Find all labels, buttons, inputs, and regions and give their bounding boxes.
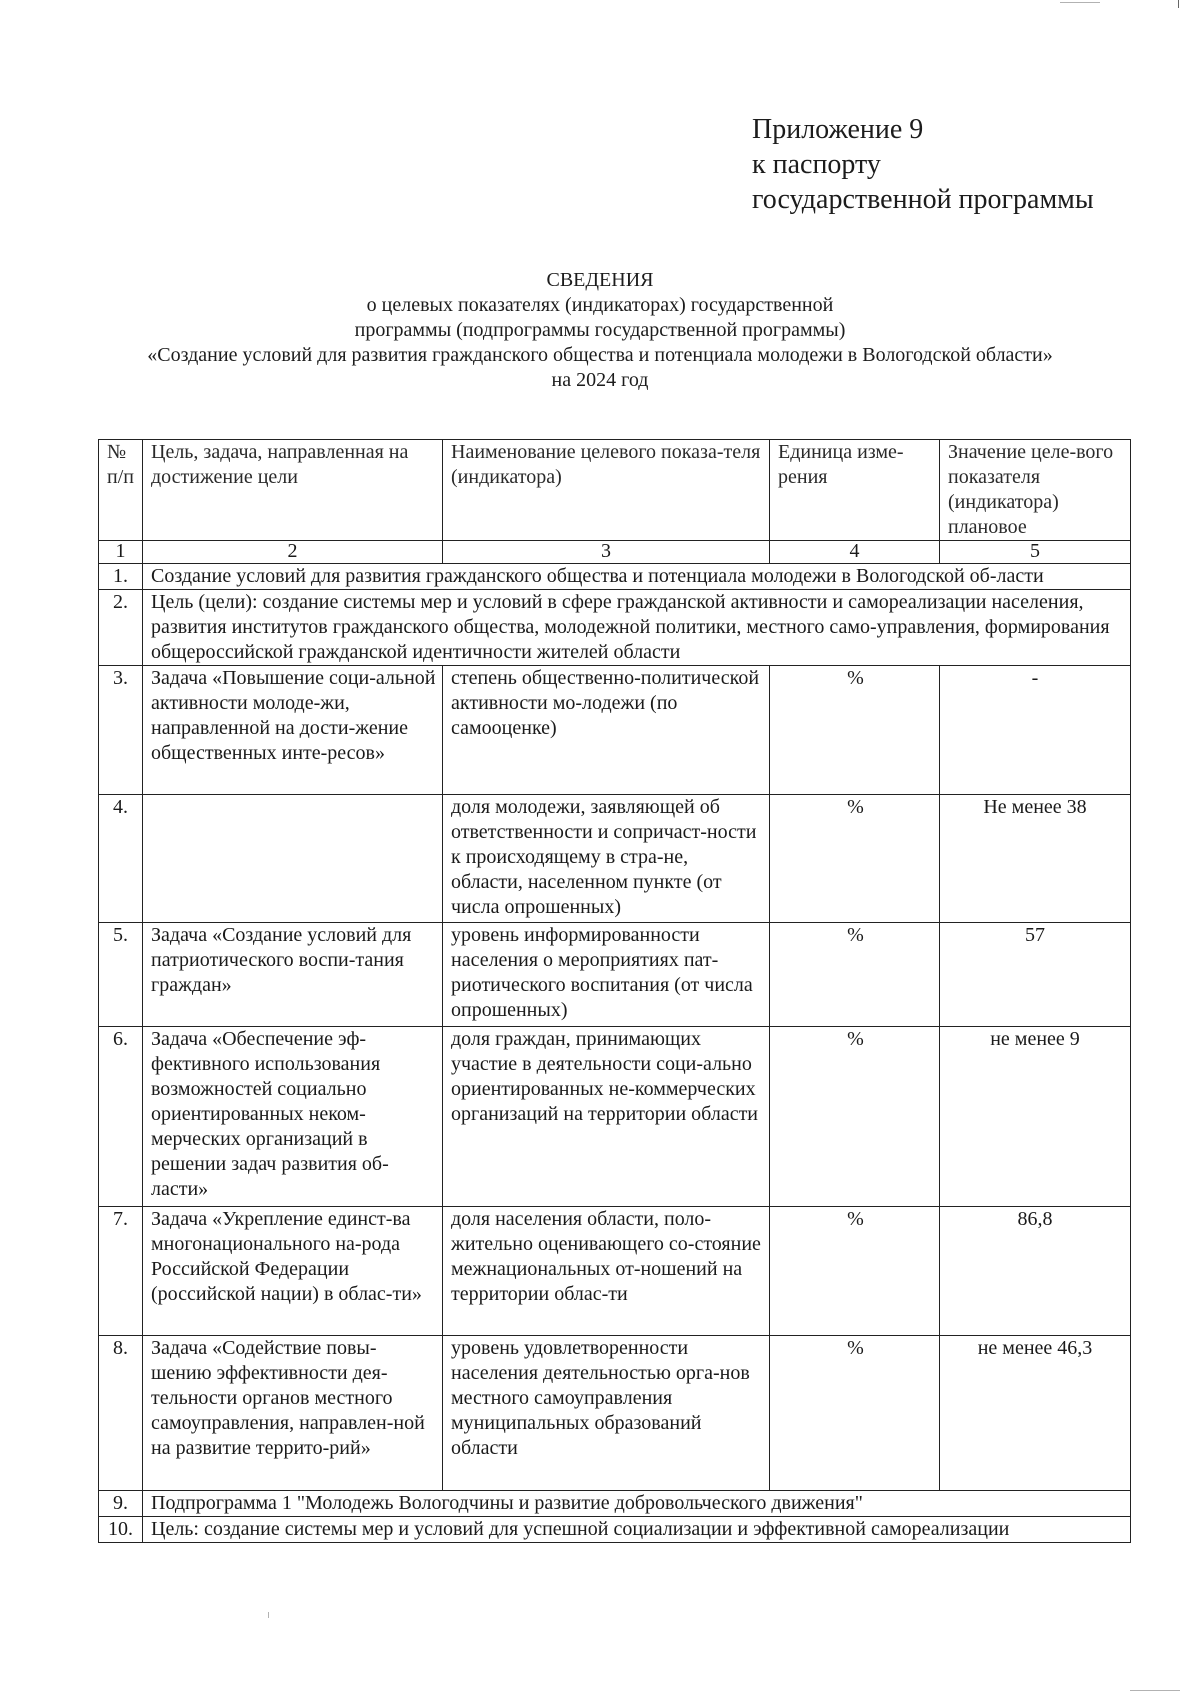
row-value: Не менее 38	[940, 795, 1131, 923]
header-value: Значение целе-вого показателя (индикатора) плановое	[940, 440, 1131, 541]
column-numbers-row	[99, 541, 1131, 564]
row-unit: %	[770, 1027, 940, 1207]
table-row	[99, 1517, 1131, 1543]
row-unit: %	[770, 795, 940, 923]
row-merged-text: Цель: создание системы мер и условий для успешной социализации и эффективной самореализации	[143, 1517, 1131, 1543]
table-row	[99, 795, 1131, 923]
row-indicator: уровень удовлетворенности населения деятельностью орга-нов местного самоуправления муниципальных образований области	[443, 1336, 770, 1491]
row-goal: Задача «Создание условий для патриотического воспи-тания граждан»	[143, 923, 443, 1027]
row-number: 6.	[99, 1027, 143, 1207]
heading-line-1: о целевых показателях (индикаторах) государственной	[366, 294, 834, 316]
row-number: 10.	[99, 1517, 143, 1543]
scan-artifact	[268, 1612, 269, 1618]
appendix-line-1: Приложение 9	[752, 114, 924, 145]
row-indicator: доля граждан, принимающих участие в деятельности соци-ально ориентированных не-коммерческих организаций на территории области	[443, 1027, 770, 1207]
row-unit: %	[770, 923, 940, 1027]
appendix-line-2: к паспорту	[752, 149, 881, 180]
heading-line-2: программы (подпрограммы государственной программы)	[354, 319, 846, 341]
row-merged-text: Создание условий для развития гражданского общества и потенциала молодежи в Вологодской об-ласти	[143, 564, 1131, 590]
column-number: 4	[770, 541, 940, 564]
row-indicator: доля молодежи, заявляющей об ответственности и сопричаст-ности к происходящему в стра-не, области, населенном пункте (от числа опрошенных)	[443, 795, 770, 923]
document-heading	[0, 268, 1200, 393]
appendix-line-3: государственной программы	[752, 184, 1094, 215]
row-number: 7.	[99, 1207, 143, 1336]
column-number: 2	[143, 541, 443, 564]
column-number: 5	[940, 541, 1131, 564]
scan-artifact	[1178, 0, 1179, 8]
row-number: 3.	[99, 666, 143, 795]
column-number: 3	[443, 541, 770, 564]
indicators-table	[98, 439, 1131, 1543]
heading-line-4: на 2024 год	[551, 369, 649, 391]
row-indicator: степень общественно-политической активности мо-лодежи (по самооценке)	[443, 666, 770, 795]
column-number: 1	[99, 541, 143, 564]
row-number: 1.	[99, 564, 143, 590]
row-unit: %	[770, 666, 940, 795]
table-row	[99, 564, 1131, 590]
heading-title: СВЕДЕНИЯ	[546, 269, 654, 291]
table-row	[99, 923, 1131, 1027]
row-number: 9.	[99, 1491, 143, 1517]
header-unit: Единица изме-рения	[770, 440, 940, 541]
row-value: 86,8	[940, 1207, 1131, 1336]
header-num: № п/п	[99, 440, 143, 541]
table-row	[99, 590, 1131, 666]
header-goal: Цель, задача, направленная на достижение цели	[143, 440, 443, 541]
row-merged-text: Цель (цели): создание системы мер и условий в сфере гражданской активности и самореализации населения, развития институтов гражданского общества, молодежной политики, местного само-управления, формирования общероссийской гражданской идентичности жителей области	[143, 590, 1131, 666]
row-value: 57	[940, 923, 1131, 1027]
row-goal: Задача «Повышение соци-альной активности молоде-жи, направленной на дости-жение общественных инте-ресов»	[143, 666, 443, 795]
row-unit: %	[770, 1336, 940, 1491]
scan-artifact	[1130, 1690, 1180, 1691]
row-goal: Задача «Обеспечение эф-фективного использования возможностей социально ориентированных неком-мерческих организаций в решении задач развития об-ласти»	[143, 1027, 443, 1207]
row-value: -	[940, 666, 1131, 795]
row-number: 2.	[99, 590, 143, 666]
appendix-block	[752, 112, 1094, 217]
table-header-row	[99, 440, 1131, 541]
row-goal: Задача «Укрепление единст-ва многонационального на-рода Российской Федерации (российской нации) в облас-ти»	[143, 1207, 443, 1336]
row-goal: Задача «Содействие повы-шению эффективности дея-тельности органов местного самоуправления, направлен-ной на развитие террито-рий»	[143, 1336, 443, 1491]
header-indicator: Наименование целевого показа-теля (индикатора)	[443, 440, 770, 541]
row-goal	[143, 795, 443, 923]
table-row	[99, 1336, 1131, 1491]
row-indicator: доля населения области, поло-жительно оценивающего со-стояние межнациональных от-ношений на территории облас-ти	[443, 1207, 770, 1336]
table-row	[99, 1207, 1131, 1336]
row-number: 8.	[99, 1336, 143, 1491]
scan-artifact	[1060, 2, 1100, 3]
row-value: не менее 46,3	[940, 1336, 1131, 1491]
row-unit: %	[770, 1207, 940, 1336]
row-merged-text: Подпрограмма 1 "Молодежь Вологодчины и развитие добровольческого движения"	[143, 1491, 1131, 1517]
table-row	[99, 1027, 1131, 1207]
row-value: не менее 9	[940, 1027, 1131, 1207]
row-number: 5.	[99, 923, 143, 1027]
table-row	[99, 666, 1131, 795]
row-indicator: уровень информированности населения о мероприятиях пат-риотического воспитания (от числа опрошенных)	[443, 923, 770, 1027]
table-row	[99, 1491, 1131, 1517]
row-number: 4.	[99, 795, 143, 923]
heading-line-3: «Создание условий для развития гражданского общества и потенциала молодежи в Вологодской области»	[147, 344, 1053, 366]
